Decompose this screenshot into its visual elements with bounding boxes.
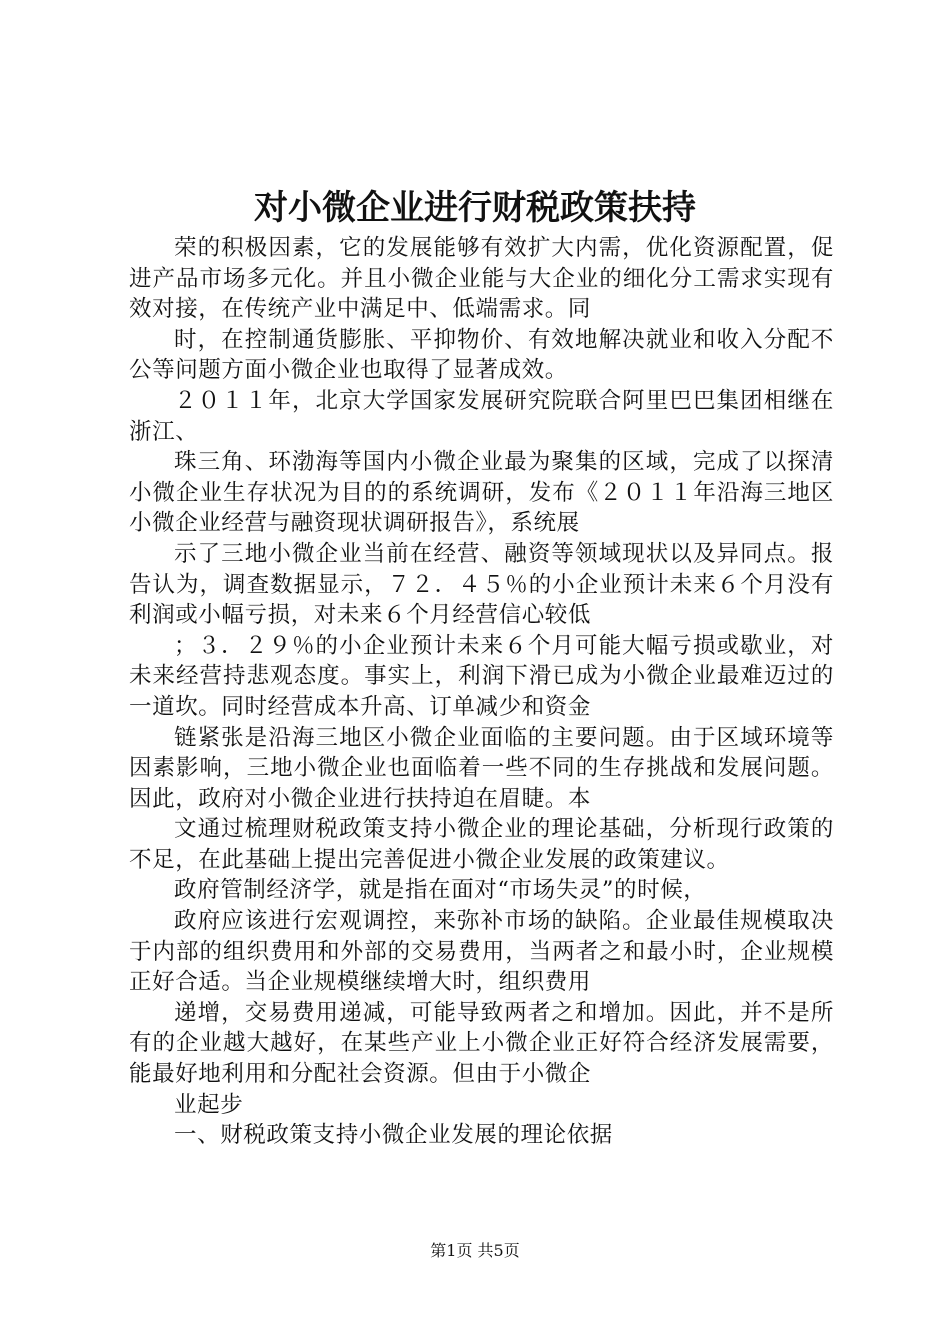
paragraph: ２０１１年，北京大学国家发展研究院联合阿里巴巴集团相继在浙江、 <box>129 387 834 445</box>
paragraph: 链紧张是沿海三地区小微企业面临的主要问题。由于区域环境等因素影响，三地小微企业也面临着一些不同的生存挑战和发展问题。因此，政府对小微企业进行扶持迫在眉睫。本 <box>129 724 834 812</box>
paragraph: 政府管制经济学，就是指在面对“市场失灵”的时候， <box>174 877 707 904</box>
paragraph: 示了三地小微企业当前在经营、融资等领域现状以及异同点。报告认为，调查数据显示，７２．４５％的小企业预计未来６个月没有利润或小幅亏损，对未来６个月经营信心较低 <box>129 540 834 629</box>
paragraph: 珠三角、环渤海等国内小微企业最为聚集的区域，完成了以探清小微企业生存状况为目的的系统调研，发布《２０１１年沿海三地区小微企业经营与融资现状调研报告》，系统展 <box>129 449 834 537</box>
paragraph: 荣的积极因素，它的发展能够有效扩大内需，优化资源配置，促进产品市场多元化。并且小微企业能与大企业的细化分工需求实现有效对接，在传统产业中满足中、低端需求。同 <box>129 235 834 323</box>
paragraph: ；３．２９％的小企业预计未来６个月可能大幅亏损或歇业，对未来经营持悲观态度。事实上，利润下滑已成为小微企业最难迈过的一道坎。同时经营成本升高、订单减少和资金 <box>129 632 834 720</box>
paragraph: 递增，交易费用递减，可能导致两者之和增加。因此，并不是所有的企业越大越好，在某些产业上小微企业正好符合经济发展需要，能最好地利用和分配社会资源。但由于小微企 <box>129 999 834 1088</box>
document-body <box>129 233 834 1151</box>
section-heading: 一、财税政策支持小微企业发展的理论依据 <box>174 1122 613 1149</box>
paragraph: 政府应该进行宏观调控，来弥补市场的缺陷。企业最佳规模取决于内部的组织费用和外部的交易费用，当两者之和最小时，企业规模正好合适。当企业规模继续增大时，组织费用 <box>129 908 834 996</box>
document-title: 对小微企业进行财税政策扶持 <box>254 188 696 228</box>
paragraph: 时，在控制通货膨胀、平抑物价、有效地解决就业和收入分配不公等问题方面小微企业也取得了显著成效。 <box>129 326 834 384</box>
paragraph: 文通过梳理财税政策支持小微企业的理论基础，分析现行政策的不足，在此基础上提出完善促进小微企业发展的政策建议。 <box>129 816 834 873</box>
page-footer: 第1页 共5页 <box>430 1241 520 1260</box>
paragraph: 业起步 <box>174 1091 244 1118</box>
